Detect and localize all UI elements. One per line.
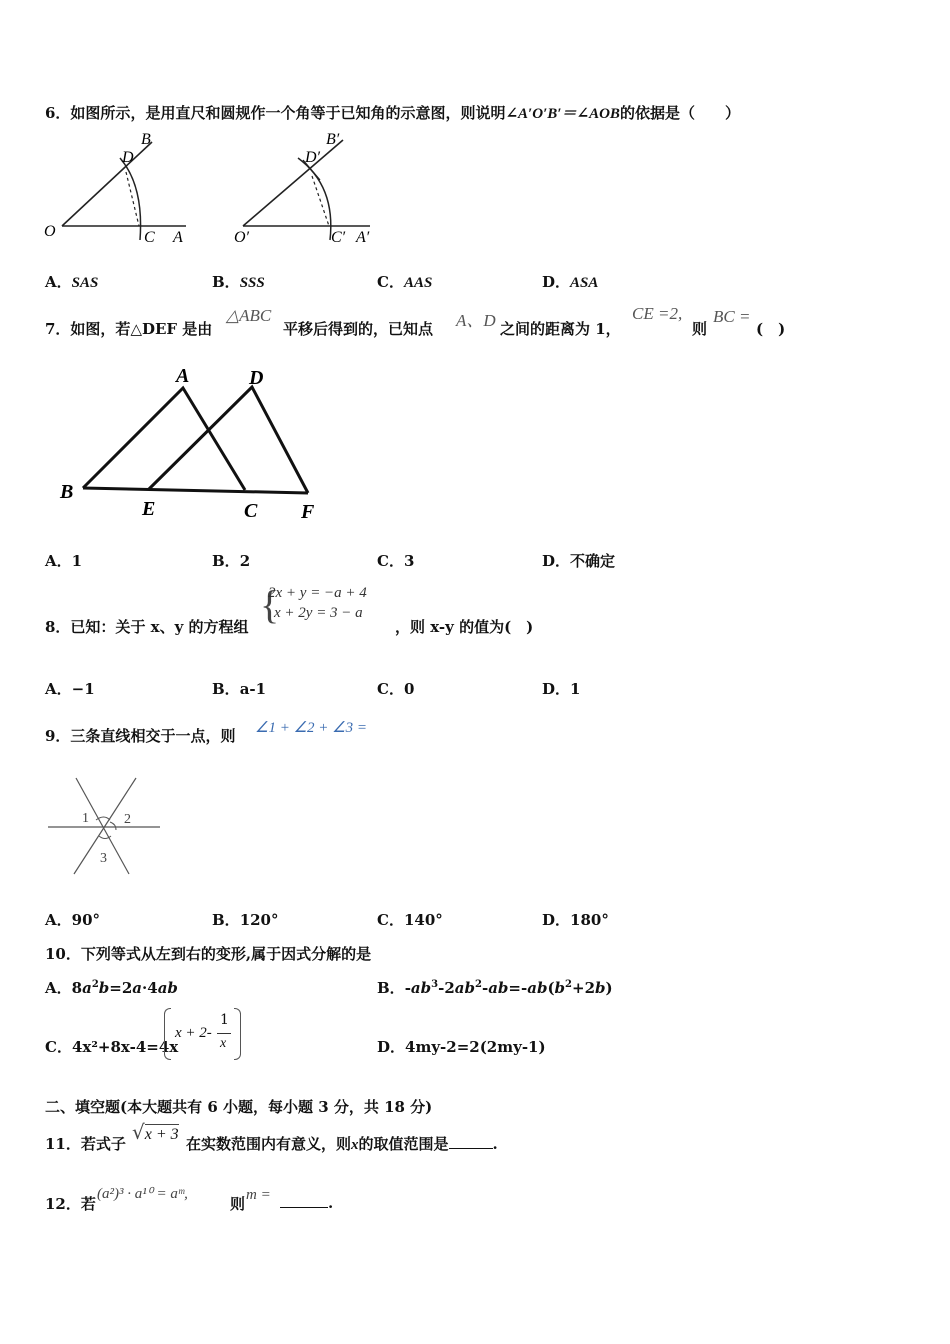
arc-c2d2 <box>298 158 331 240</box>
label-d: D <box>249 367 264 389</box>
q6-stem: 6．如图所示，是用直尺和圆规作一个角等于已知角的示意图，则说明∠A′O′B′＝∠AOB的依据是（ ） <box>45 104 740 122</box>
q7-figure <box>50 360 340 525</box>
brace-icon: { <box>260 582 280 627</box>
fraction-bar <box>217 1033 231 1034</box>
paren-left-icon <box>164 1008 171 1060</box>
ray-o2b2 <box>243 140 343 226</box>
q7-option-b[interactable]: B．2 <box>212 552 251 570</box>
q7-triangle-abc: △ABC <box>226 306 272 325</box>
label-2: 2 <box>124 812 131 827</box>
q12-answer-blank[interactable] <box>280 1193 328 1208</box>
q12-stem-2: 则 <box>230 1195 246 1213</box>
q10-option-c-fraction <box>164 1008 244 1060</box>
label-d: D <box>122 149 134 166</box>
label-c2: C′ <box>331 229 346 246</box>
q10-c-numerator: 1 <box>220 1012 229 1028</box>
q7-stem-3: 之间的距离为 1， <box>500 320 621 338</box>
q9-option-d[interactable]: D．180° <box>542 911 609 929</box>
label-c: C <box>244 500 258 522</box>
q8-option-a[interactable]: A．−1 <box>45 680 95 698</box>
label-a2: A′ <box>356 229 370 246</box>
q10-c-denominator: x <box>220 1036 227 1051</box>
q9-figure <box>44 770 164 880</box>
q6-option-b[interactable]: B．SSS <box>212 273 265 291</box>
section-2-title: 二、填空题(本大题共有 6 小题，每小题 3 分，共 18 分) <box>45 1098 433 1116</box>
label-1: 1 <box>82 811 89 826</box>
q7-ce: CE =2, <box>632 304 683 323</box>
q7-stem-4: 则 <box>692 320 708 338</box>
q7-option-d[interactable]: D．不确定 <box>542 552 616 570</box>
q7-stem-2: 平移后得到的，已知点 <box>283 320 434 338</box>
q7-stem-5: ( ) <box>756 320 786 338</box>
label-d2: D′ <box>305 149 321 166</box>
q11-radical: √x + 3 <box>132 1120 179 1144</box>
q11-stem-2: 在实数范围内有意义，则x的取值范围是 . <box>186 1135 498 1153</box>
q6-option-a[interactable]: A．SAS <box>45 273 99 291</box>
q8-option-c[interactable]: C．0 <box>377 680 415 698</box>
q12-stem-1: 12．若 <box>45 1195 96 1213</box>
label-o: O <box>44 223 56 240</box>
q12-stem-3: . <box>280 1193 333 1212</box>
q7-points-ad: A、D <box>456 311 496 330</box>
label-a: A <box>173 229 183 246</box>
q7-option-c[interactable]: C．3 <box>377 552 415 570</box>
label-a: A <box>176 365 190 387</box>
label-c: C <box>144 229 155 246</box>
ray-ob <box>62 142 152 226</box>
q9-expr: ∠1 + ∠2 + ∠3 = <box>255 720 367 736</box>
q7-option-a[interactable]: A．1 <box>45 552 83 570</box>
q8-eq1: 2x + y = −a + 4 <box>268 585 367 601</box>
label-o2: O′ <box>234 229 250 246</box>
q12-m: m = <box>246 1187 271 1203</box>
q11-stem-1: 11．若式子 <box>45 1135 126 1153</box>
q8-eq2: x + 2y = 3 − a <box>274 605 363 621</box>
q9-option-b[interactable]: B．120° <box>212 911 279 929</box>
q10-option-a[interactable]: A．$8a^2b=2a\cdot 4ab$ <box>45 979 178 997</box>
q6-option-d[interactable]: D．ASA <box>542 273 599 291</box>
q10-stem: 10．下列等式从左到右的变形,属于因式分解的是 <box>45 945 372 963</box>
q6-figure <box>40 128 380 253</box>
base-line <box>83 488 308 493</box>
q10-option-c[interactable]: C．4x²+8x-4=4x <box>45 1038 179 1056</box>
q8-stem: 8．已知：关于 x、y 的方程组 <box>45 618 249 636</box>
label-b: B <box>60 481 74 503</box>
q10-option-d[interactable]: D．4my-2=2(2my-1) <box>377 1038 546 1056</box>
q7-bc: BC = <box>713 307 751 326</box>
q9-option-a[interactable]: A．90° <box>45 911 101 929</box>
q10-option-b[interactable]: B．$-ab^3-2ab^2-ab=-ab(b^2+2b)$ <box>377 979 613 997</box>
label-b: B <box>141 131 151 148</box>
q11-answer-blank[interactable] <box>449 1134 493 1149</box>
triangle-def <box>148 387 308 493</box>
label-b2: B′ <box>326 131 340 148</box>
sqrt-icon: √ <box>132 1120 145 1144</box>
q9-stem: 9．三条直线相交于一点，则 <box>45 727 236 745</box>
q8-stem-tail: ，则 x-y 的值为( ) <box>395 618 534 636</box>
label-e: E <box>142 498 156 520</box>
q9-option-c[interactable]: C．140° <box>377 911 443 929</box>
angle-arc-2 <box>110 822 116 830</box>
q10-c-expr: x + 2- <box>175 1025 212 1041</box>
arc-cd <box>120 158 141 240</box>
q7-stem-1: 7．如图，若△DEF 是由 <box>45 320 213 338</box>
q8-option-d[interactable]: D．1 <box>542 680 581 698</box>
q6-option-c[interactable]: C．AAS <box>377 273 433 291</box>
q8-option-b[interactable]: B．a-1 <box>212 680 267 698</box>
label-f: F <box>301 501 315 523</box>
q12-expr: (a²)³ · a¹⁰ = aᵐ, <box>97 1186 188 1202</box>
paren-right-icon <box>234 1008 241 1060</box>
label-3: 3 <box>100 851 107 866</box>
